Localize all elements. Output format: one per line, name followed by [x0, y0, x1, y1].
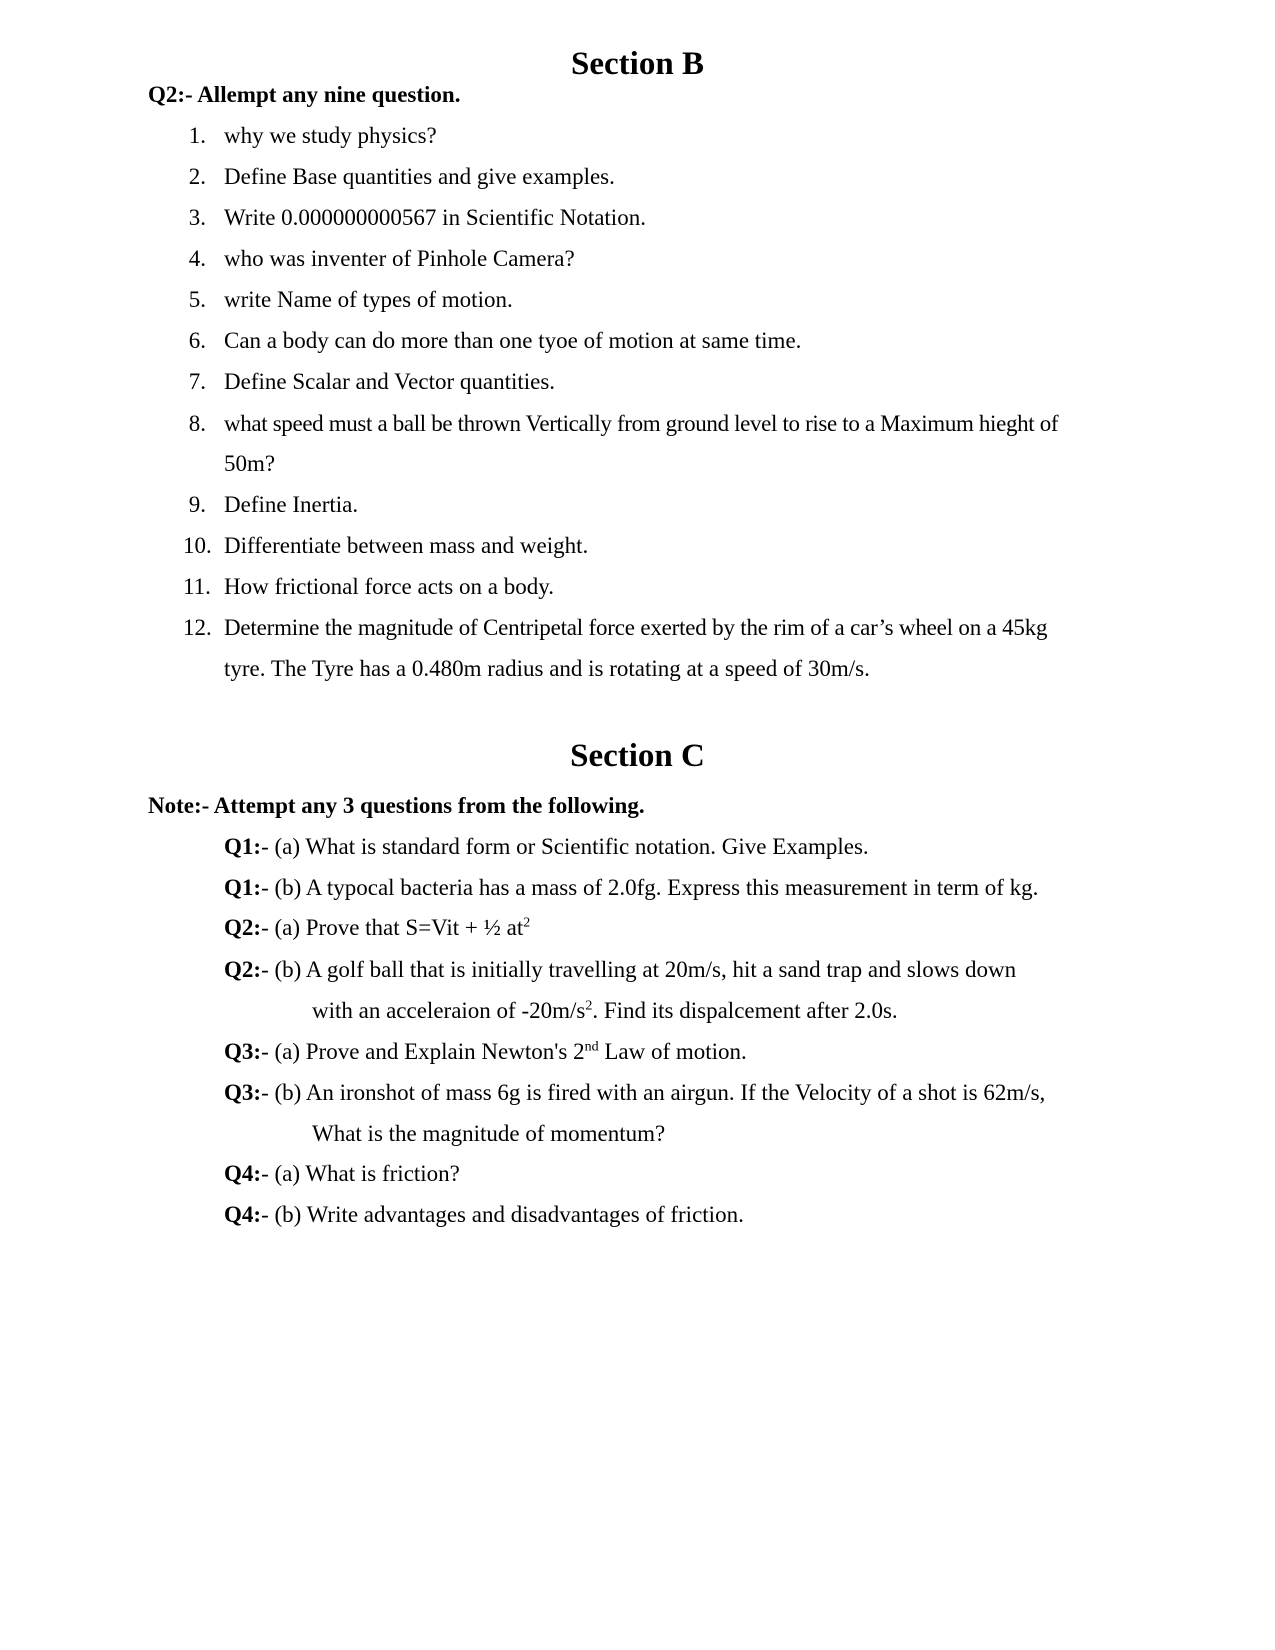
question-label: Q4:	[224, 1161, 262, 1186]
long-question-continued	[312, 1119, 665, 1149]
question-text: Define Inertia.	[224, 492, 359, 517]
question-label: Q2:	[224, 957, 262, 982]
question-text: - (a) Prove that S=Vit + ½ at	[261, 915, 524, 940]
question-text: Define Scalar and Vector quantities.	[224, 369, 556, 394]
section-b-instruction: Q2:- Allempt any nine question.	[148, 82, 461, 107]
question-number: 10.	[183, 533, 212, 558]
question-text: Write 0.000000000567 in Scientific Notation.	[224, 205, 646, 230]
question-text: - (a) What is standard form or Scientific notation. Give Examples.	[261, 834, 869, 859]
question-label: Q1:	[224, 834, 262, 859]
question-number: 11.	[183, 574, 211, 599]
question-text: Differentiate between mass and weight.	[224, 533, 589, 558]
question-text: what speed must a ball be thrown Vertically from ground level to rise to a Maximum hieght of	[224, 411, 1059, 436]
long-question-item	[224, 1200, 744, 1230]
question-number: 6.	[188, 328, 206, 353]
question-label: Q3:	[224, 1080, 262, 1105]
long-question-continued	[312, 996, 898, 1026]
question-text-continued: What is the magnitude of momentum?	[312, 1121, 666, 1146]
superscript: 2	[585, 998, 593, 1014]
question-text-continued: with an acceleraion of -20m/s	[312, 998, 586, 1023]
question-number: 2.	[188, 164, 206, 189]
question-label: Q1:	[224, 875, 262, 900]
section-c-title: Section C	[570, 738, 705, 774]
question-text: - (b) A typocal bacteria has a mass of 2.0fg. Express this measurement in term of kg.	[261, 875, 1039, 900]
question-text: Can a body can do more than one tyoe of motion at same time.	[224, 328, 802, 353]
question-number: 9.	[188, 492, 206, 517]
long-question-item	[224, 1078, 1045, 1108]
question-text: write Name of types of motion.	[224, 287, 513, 312]
question-text: why we study physics?	[224, 123, 437, 148]
question-label: Q2:	[224, 915, 262, 940]
question-number: 5.	[188, 287, 206, 312]
question-label: Q3:	[224, 1039, 262, 1064]
long-question-item	[224, 913, 530, 943]
question-text: Define Base quantities and give examples.	[224, 164, 615, 189]
question-text: Determine the magnitude of Centripetal force exerted by the rim of a car’s wheel on a 45kg	[224, 615, 1048, 640]
section-c-instruction: Note:- Attempt any 3 questions from the following.	[148, 793, 645, 818]
question-label: Q4:	[224, 1202, 262, 1227]
superscript: nd	[584, 1039, 599, 1055]
question-text-after: Law of motion.	[598, 1039, 747, 1064]
long-question-item	[224, 1037, 747, 1067]
section-b-title: Section B	[571, 46, 704, 82]
question-number: 3.	[188, 205, 206, 230]
superscript: 2	[523, 915, 531, 931]
question-number: 12.	[183, 615, 212, 640]
question-text-continued-after: . Find its dispalcement after 2.0s.	[592, 998, 898, 1023]
question-text: - (b) An ironshot of mass 6g is fired with an airgun. If the Velocity of a shot is 62m/s,	[261, 1080, 1046, 1105]
question-number: 8.	[188, 411, 206, 436]
question-text: who was inventer of Pinhole Camera?	[224, 246, 575, 271]
long-question-item	[224, 1159, 460, 1189]
question-text: - (a) What is friction?	[261, 1161, 460, 1186]
question-number: 1.	[188, 123, 206, 148]
question-number: 7.	[188, 369, 206, 394]
question-text: - (b) Write advantages and disadvantages of friction.	[261, 1202, 744, 1227]
long-question-item	[224, 873, 1038, 903]
long-question-item	[224, 832, 869, 862]
question-text: How frictional force acts on a body.	[224, 574, 554, 599]
question-text: - (b) A golf ball that is initially travelling at 20m/s, hit a sand trap and slows down	[261, 957, 1017, 982]
question-text: - (a) Prove and Explain Newton's 2	[261, 1039, 585, 1064]
question-number: 4.	[188, 246, 206, 271]
question-text-continued: tyre. The Tyre has a 0.480m radius and is rotating at a speed of 30m/s.	[224, 656, 870, 681]
question-text-continued: 50m?	[224, 451, 276, 476]
long-question-item	[224, 955, 1016, 985]
